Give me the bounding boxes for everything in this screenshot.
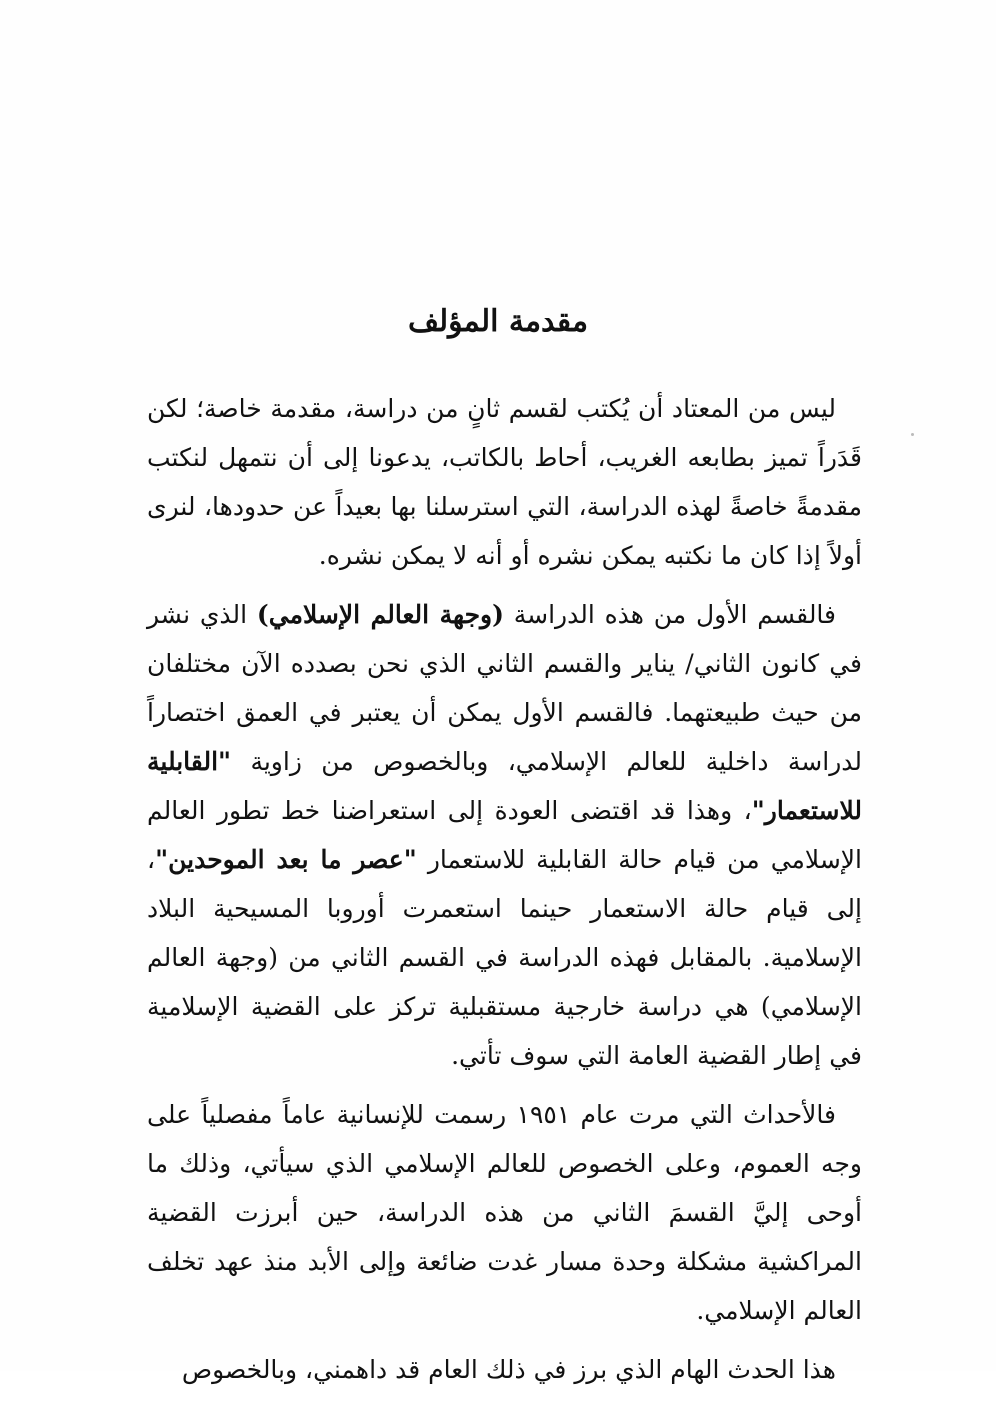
- text-segment: فالقسم الأول من هذه الدراسة: [503, 600, 837, 629]
- bold-quote-colonizability: "القابلية للاستعمار": [147, 747, 862, 825]
- scan-speck: [911, 433, 914, 436]
- paragraph-3: [147, 1090, 862, 1335]
- paragraph-1: [147, 384, 862, 580]
- paragraph-2: [147, 590, 862, 1080]
- bold-quote-post-almohad-era: "عصر ما بعد الموحدين": [155, 845, 417, 874]
- text-segment: هذا الحدث الهام الذي برز في ذلك العام قد داهمني، وبالخصوص: [181, 1355, 836, 1384]
- text-segment: فالأحداث التي مرت عام ١٩٥١ رسمت للإنسانية عاماً مفصلياً على وجه العموم، وعلى الخصوص للعالم الإسلامي الذي سيأتي، وذلك ما أوحى إليَّ القسمَ الثاني من هذه الدراسة، حين أبرزت القضية المراكشية مشكلة وحدة مسار غدت ضائعة وإلى الأبد منذ عهد تخلف العالم الإسلامي.: [147, 1100, 862, 1325]
- text-segment: ، وهذا قد اقتضى العودة إلى استعراضنا خط تطور العالم الإسلامي من قيام حالة القابلية للاستعمار: [147, 796, 862, 874]
- page-title: مقدمة المؤلف: [407, 304, 589, 339]
- paragraph-4: [147, 1345, 862, 1394]
- bold-book-title: (وجهة العالم الإسلامي): [256, 600, 504, 629]
- text-segment: الذي نشر في كانون الثاني/ يناير والقسم الثاني الذي نحن بصدده الآن مختلفان من حيث طبيعتهما. فالقسم الأول يمكن أن يعتبر في العمق اختصاراً لدراسة داخلية للعالم الإسلامي، وبالخصوص من زاوية: [147, 600, 862, 776]
- text-segment: ليس من المعتاد أن يُكتب لقسم ثانٍ من دراسة، مقدمة خاصة؛ لكن قَدَراً تميز بطابعه الغريب، أحاط بالكاتب، يدعونا إلى أن نتمهل لنكتب مقدمةً خاصةً لهذه الدراسة، التي استرسلنا بها بعيداً عن حدودها، لنرى أولاً إذا كان ما نكتبه يمكن نشره أو أنه لا يمكن نشره.: [147, 394, 862, 570]
- body-text: [147, 384, 862, 1404]
- text-segment: ، إلى قيام حالة الاستعمار حينما استعمرت أوروبا المسيحية البلاد الإسلامية. بالمقابل فهذه الدراسة في القسم الثاني من (وجهة العالم الإسلامي) هي دراسة خارجية مستقبلية تركز على القضية الإسلامية في إطار القضية العامة التي سوف تأتي.: [147, 845, 862, 1070]
